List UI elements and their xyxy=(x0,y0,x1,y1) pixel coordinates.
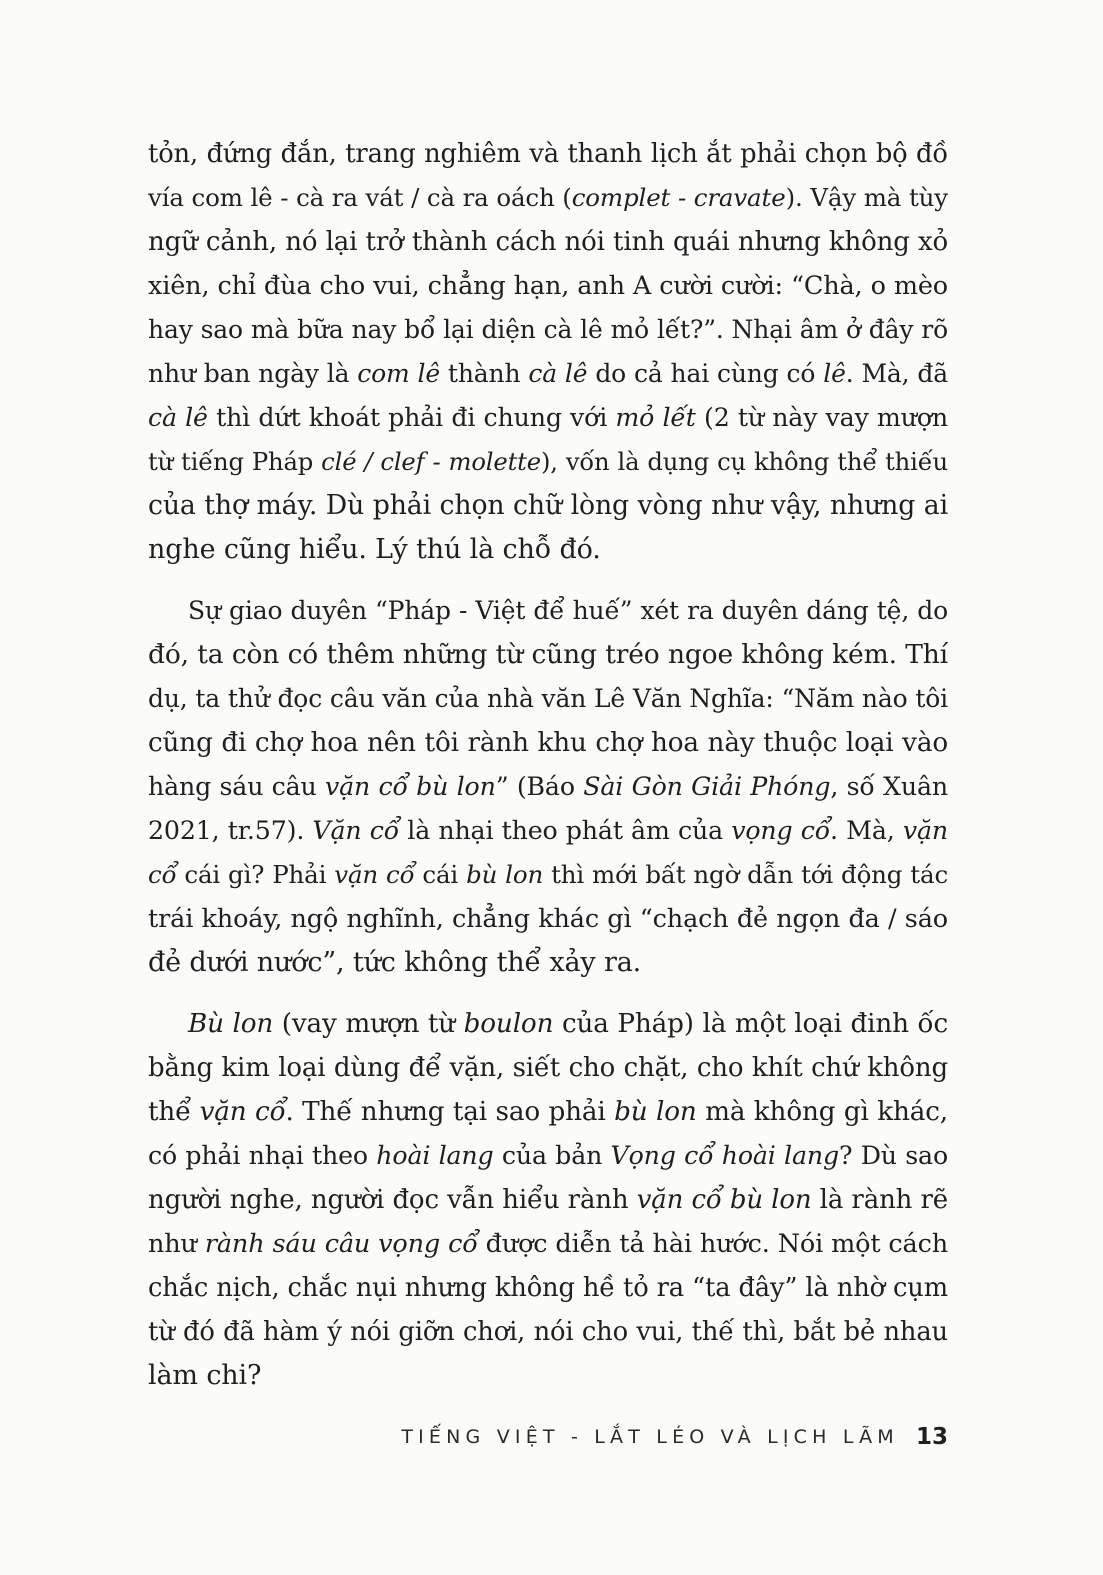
text-run: đó, ta còn có thêm những từ cũng tréo ngoe không kém. Thí xyxy=(148,639,948,670)
text-run: dụ, ta thử đọc câu văn của nhà văn Lê Văn Nghĩa: “Năm nào tôi xyxy=(148,684,948,713)
text-run: hàng sáu câu xyxy=(148,772,326,801)
text-line xyxy=(148,1090,948,1134)
text-run: nghe cũng hiểu. Lý thú là chỗ đó. xyxy=(148,534,601,565)
text-run: thành xyxy=(440,359,529,388)
text-run: của Pháp) là một loại đinh ốc xyxy=(553,1009,948,1039)
text-line xyxy=(148,1222,948,1266)
text-line xyxy=(148,853,948,897)
italic-text: vặn xyxy=(902,816,948,845)
text-run: 2021, tr.57). xyxy=(148,816,313,845)
italic-text: Bù lon xyxy=(188,1009,274,1039)
text-line xyxy=(148,1002,948,1046)
text-line xyxy=(148,396,948,440)
text-line xyxy=(148,633,948,677)
text-run: ). Vậy mà tùy xyxy=(785,183,948,212)
italic-text: Sài Gòn Giải Phóng xyxy=(583,772,831,801)
paragraph-3 xyxy=(148,1002,948,1398)
text-run: vía com lê - cà ra vát / cà ra oách ( xyxy=(148,183,572,212)
text-line xyxy=(148,809,948,853)
paragraph-2 xyxy=(148,589,948,985)
text-line xyxy=(148,440,948,484)
italic-text: vặn cổ xyxy=(334,860,415,889)
text-line xyxy=(148,1134,948,1178)
text-run: ? Dù sao xyxy=(839,1141,948,1170)
text-run: cái xyxy=(414,860,467,889)
text-run: từ tiếng Pháp xyxy=(148,447,322,476)
text-line xyxy=(148,677,948,721)
text-line xyxy=(148,1310,948,1354)
italic-text: vặn cổ bù lon xyxy=(325,772,496,801)
text-run: thì mới bất ngờ dẫn tới động tác xyxy=(543,860,949,889)
text-line xyxy=(148,264,948,308)
text-line xyxy=(148,176,948,220)
text-run: xiên, chỉ đùa cho vui, chẳng hạn, anh A cười cười: “Chà, o mèo xyxy=(148,271,948,301)
italic-text: mỏ lết xyxy=(615,403,696,432)
text-run: có phải nhại theo xyxy=(148,1141,377,1170)
text-line xyxy=(148,484,948,528)
text-run: mà không gì khác, xyxy=(696,1097,948,1127)
text-run: bằng kim loại dùng để vặn, siết cho chặt, cho khít chứ không xyxy=(148,1053,948,1083)
text-run: từ đó đã hàm ý nói giỡn chơi, nói cho vui, thế thì, bắt bẻ nhau xyxy=(148,1317,948,1347)
text-line xyxy=(148,1354,948,1398)
text-run: cũng đi chợ hoa nên tôi rành khu chợ hoa này thuộc loại vào xyxy=(148,728,948,758)
italic-text: boulon xyxy=(463,1009,554,1039)
text-line xyxy=(148,721,948,765)
italic-text: cổ xyxy=(148,860,177,889)
text-run: thể xyxy=(148,1097,200,1127)
text-run: . Mà, đã xyxy=(845,359,948,388)
text-line xyxy=(148,220,948,264)
text-run: thì dứt khoát phải đi chung với xyxy=(207,403,616,432)
italic-text: bù lon xyxy=(614,1097,697,1127)
italic-text: bù lon xyxy=(466,860,544,889)
italic-text: Vặn cổ xyxy=(312,816,400,845)
text-run: ngữ cảnh, nó lại trở thành cách nói tinh quái nhưng không xỏ xyxy=(148,227,948,257)
text-line xyxy=(148,132,948,176)
italic-text: vọng cổ xyxy=(731,816,831,845)
italic-text: com lê xyxy=(357,359,440,388)
text-run: Sự giao duyên “Pháp - Việt để huế” xét ra duyên dáng tệ, do xyxy=(188,596,948,625)
text-line xyxy=(148,897,948,941)
text-run: tỏn, đứng đắn, trang nghiêm và thanh lịch ắt phải chọn bộ đồ xyxy=(148,139,948,169)
text-line xyxy=(148,1266,948,1310)
text-run: là nhại theo phát âm của xyxy=(399,816,732,845)
text-run: người nghe, người đọc vẫn hiểu rành xyxy=(148,1185,637,1215)
running-title: TIẾNG VIỆT - LẮT LÉO VÀ LỊCH LÃM xyxy=(401,1426,899,1448)
text-line xyxy=(148,352,948,396)
text-run: (vay mượn từ xyxy=(273,1009,464,1039)
text-run: . Mà, xyxy=(830,816,903,845)
text-run: (2 từ này vay mượn xyxy=(695,403,948,432)
italic-text: complet - cravate xyxy=(571,183,786,212)
text-run: ), vốn là dụng cụ không thể thiếu xyxy=(540,447,948,476)
text-run: được diễn tả hài hước. Nói một cách xyxy=(477,1229,948,1259)
text-line xyxy=(148,1046,948,1090)
page-footer xyxy=(300,1424,948,1460)
page-number: 13 xyxy=(915,1424,948,1450)
text-run: cái gì? Phải xyxy=(176,860,335,889)
text-line xyxy=(148,308,948,352)
italic-text: hoài lang xyxy=(376,1141,494,1170)
text-run: . Thế nhưng tại sao phải xyxy=(285,1097,615,1127)
italic-text: cà lê xyxy=(528,359,588,388)
text-run: , số Xuân xyxy=(830,772,949,801)
italic-text: rành sáu câu vọng cổ xyxy=(204,1229,478,1259)
text-run: chắc nịch, chắc nụi nhưng không hề tỏ ra “ta đây” là nhờ cụm xyxy=(148,1273,948,1303)
text-run: làm chi? xyxy=(148,1360,262,1391)
text-line xyxy=(148,941,948,985)
italic-text: vặn cổ bù lon xyxy=(636,1185,812,1215)
page-body xyxy=(148,132,948,1552)
text-run: trái khoáy, ngộ nghĩnh, chẳng khác gì “chạch đẻ ngọn đa / sáo xyxy=(148,904,948,934)
text-run: của bản xyxy=(493,1141,611,1170)
text-run: đẻ dưới nước”, tức không thể xảy ra. xyxy=(148,947,642,978)
text-run: của thợ máy. Dù phải chọn chữ lòng vòng như vậy, nhưng ai xyxy=(148,490,948,521)
text-line xyxy=(148,765,948,809)
italic-text: lê xyxy=(823,359,846,388)
italic-text: vặn cổ xyxy=(199,1097,286,1127)
italic-text: Vọng cổ hoài lang xyxy=(610,1141,839,1170)
text-run: như ban ngày là xyxy=(148,359,358,388)
text-line xyxy=(148,1178,948,1222)
text-run: là rành rẽ xyxy=(811,1185,949,1215)
text-run: hay sao mà bữa nay bổ lại diện cà lê mỏ lết?”. Nhại âm ở đây rõ xyxy=(148,315,948,344)
paragraph-1 xyxy=(148,132,948,572)
text-run: do cả hai cùng có xyxy=(587,359,824,388)
text-line xyxy=(148,528,948,572)
text-run: ” (Báo xyxy=(495,772,584,801)
text-run: như xyxy=(148,1229,205,1259)
text-line xyxy=(148,589,948,633)
italic-text: cà lê xyxy=(148,403,208,432)
italic-text: clé / clef - molette xyxy=(321,447,541,476)
